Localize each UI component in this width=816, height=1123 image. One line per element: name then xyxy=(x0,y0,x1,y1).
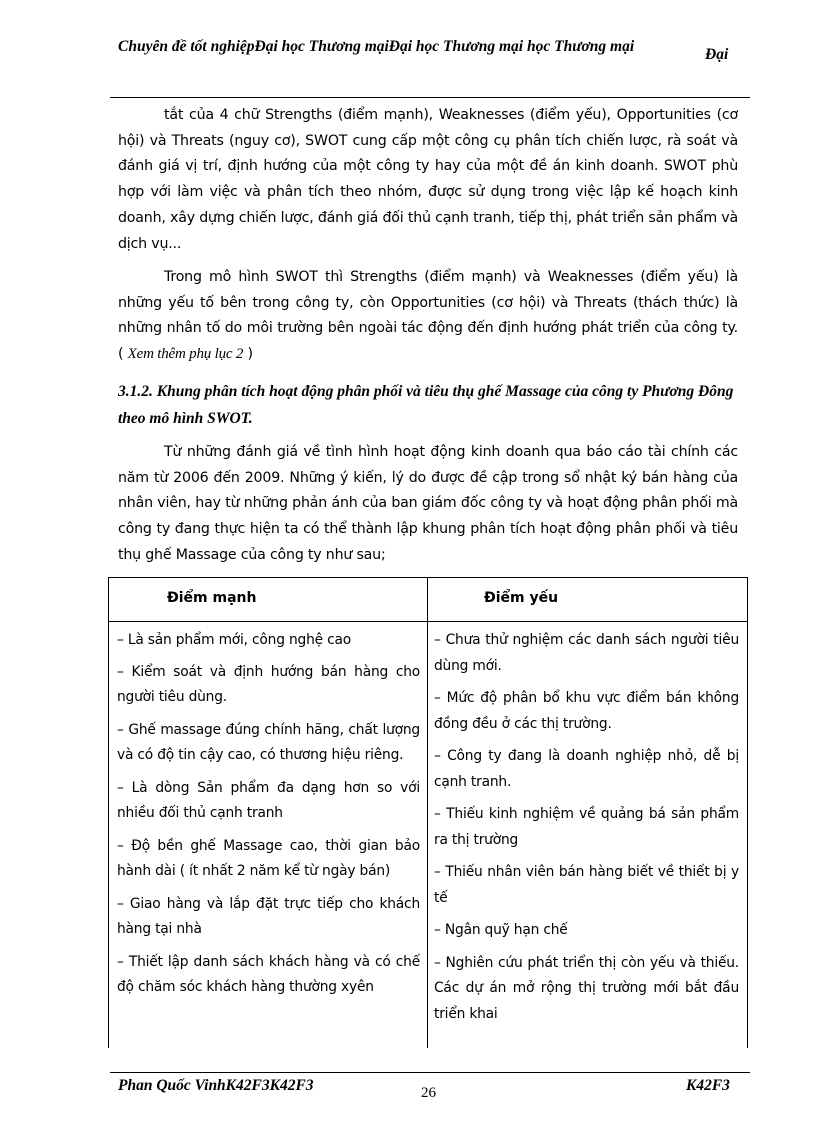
paragraph-1 xyxy=(118,103,738,257)
footer-author: Phan Quốc VinhK42F3K42F3 xyxy=(118,1077,314,1094)
paragraph-3-text: Từ những đánh giá về tình hình hoạt động kinh doanh qua báo cáo tài chính các năm từ 2006 đến 2009. Những ý kiến, lý do được đề cập trong sổ nhật ký bán hàng của nhân viên, hay từ những phản ánh của ban giám đốc công ty và hoạt động phân phối mà công ty đang thực hiện ta có thể thành lập khung phân tích hoạt động phân phối và tiêu thụ ghế Massage của công ty như sau; xyxy=(118,444,738,563)
strength-item: – Độ bền ghế Massage cao, thời gian bảo hành dài ( ít nhất 2 năm kể từ ngày bán) xyxy=(117,837,420,879)
swot-table xyxy=(108,577,748,1048)
paragraph-2 xyxy=(118,265,738,368)
weaknesses-header: Điểm yếu xyxy=(484,590,559,606)
column-divider xyxy=(427,578,428,1048)
paragraph-1-text: tắt của 4 chữ Strengths (điểm mạnh), Weaknesses (điểm yếu), Opportunities (cơ hội) và Threats (nguy cơ), SWOT cung cấp một công cụ phân tích chiến lược, rà soát và đánh giá vị trí, định hướng của một công ty hay của một đề án kinh doanh. SWOT phù hợp với làm việc và phân tích theo nhóm, được sử dụng trong việc lập kế hoạch kinh doanh, xây dựng chiến lược, đánh giá đối thủ cạnh tranh, tiếp thị, phát triển sản phẩm và dịch vụ... xyxy=(118,107,738,252)
paragraph-2-text: Trong mô hình SWOT thì Strengths (điểm mạnh) và Weaknesses (điểm yếu) là những yếu tố bên trong công ty, còn Opportunities (cơ hội) và Threats (thách thức) là những nhân tố do môi trường bên ngoài tác động đến định hướng phát triển của công ty. ( xyxy=(118,269,738,363)
section-heading: 3.1.2. Khung phân tích hoạt động phân phối và tiêu thụ ghế Massage của công ty Phương Đông theo mô hình SWOT. xyxy=(118,383,734,427)
strength-item: – Là sản phẩm mới, công nghệ cao xyxy=(117,632,351,648)
weakness-item: – Ngân quỹ hạn chế xyxy=(434,922,568,938)
appendix-reference: Xem thêm phụ lục 2 xyxy=(127,346,244,363)
weakness-item: – Mức độ phân bổ khu vực điểm bán không đồng đều ở các thị trường. xyxy=(434,690,739,732)
weakness-item: – Nghiên cứu phát triển thị còn yếu và thiếu. Các dự án mở rộng thị trường mới bắt đầu triển khai xyxy=(434,954,739,1022)
strength-item: – Thiết lập danh sách khách hàng và có chế độ chăm sóc khách hàng thường xyên xyxy=(117,953,420,995)
weaknesses-cell xyxy=(434,628,739,1034)
weakness-item: – Thiếu nhân viên bán hàng biết về thiết bị y tế xyxy=(434,864,739,906)
strengths-cell xyxy=(117,628,420,1008)
header-divider xyxy=(110,97,750,98)
strength-item: – Là dòng Sản phẩm đa dạng hơn so với nhiều đối thủ cạnh tranh xyxy=(117,779,420,821)
page-header-left: Chuyên đề tốt nghiệpĐại học Thương mạiĐại học Thương mại học Thương mại xyxy=(118,38,635,55)
weakness-item: – Công ty đang là doanh nghiệp nhỏ, dễ bị cạnh tranh. xyxy=(434,748,739,790)
strength-item: – Kiểm soát và định hướng bán hàng cho người tiêu dùng. xyxy=(117,663,420,705)
weakness-item: – Chưa thử nghiệm các danh sách người tiêu dùng mới. xyxy=(434,632,739,674)
strength-item: – Giao hàng và lắp đặt trực tiếp cho khách hàng tại nhà xyxy=(117,895,420,937)
table-header-row xyxy=(109,578,747,622)
strength-item: – Ghế massage đúng chính hãng, chất lượng và có độ tin cậy cao, có thương hiệu riêng. xyxy=(117,721,420,763)
page-header-right: Đại xyxy=(705,46,729,63)
paragraph-2-close: ) xyxy=(247,346,253,363)
paragraph-3 xyxy=(118,440,738,569)
page-number: 26 xyxy=(421,1085,436,1101)
weakness-item: – Thiếu kinh nghiệm về quảng bá sản phẩm ra thị trường xyxy=(434,806,739,848)
footer-class-code: K42F3 xyxy=(686,1077,730,1094)
footer-divider xyxy=(110,1072,750,1073)
strengths-header: Điểm mạnh xyxy=(167,590,257,606)
